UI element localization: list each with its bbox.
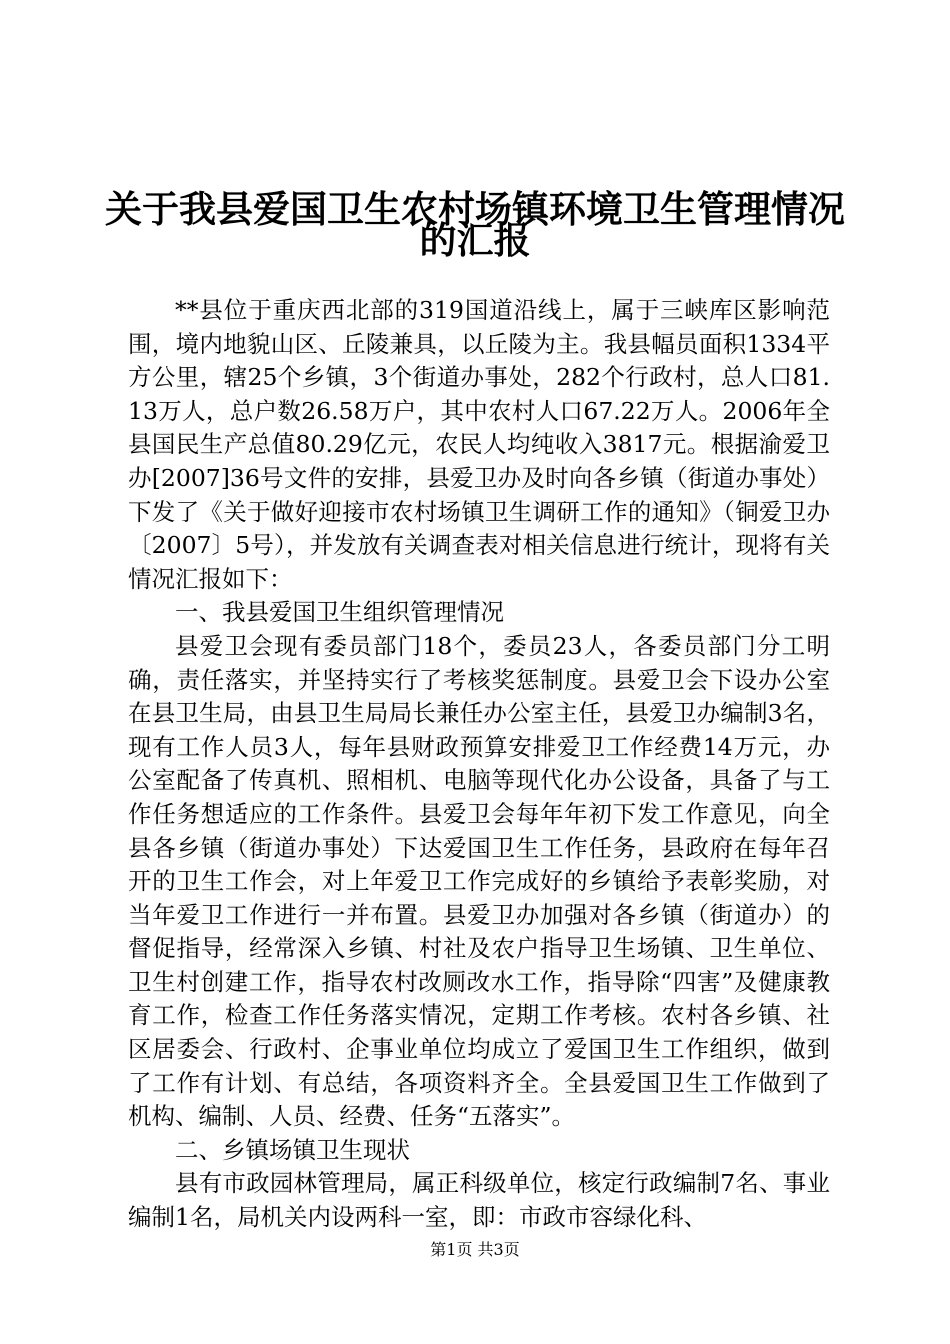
page-number-footer: 第1页 共3页 [430, 1240, 520, 1259]
document-body [128, 294, 830, 1235]
document-title-line-1: 关于我县爱国卫生农村场镇环境卫生管理情况 [105, 188, 845, 231]
paragraph-intro: **县位于重庆西北部的319国道沿线上，属于三峡库区影响范围，境内地貌山区、丘陵兼具，以丘陵为主。我县幅员面积1334平方公里，辖25个乡镇，3个街道办事处，282个行政村，总人口81.13万人，总户数26.58万户，其中农村人口67.22万人。2006年全县国民生产总值80.29亿元，农民人均纯收入3817元。根据渝爱卫办[2007]36号文件的安排，县爱卫办及时向各乡镇（街道办事处）下发了《关于做好迎接市农村场镇卫生调研工作的通知》（铜爱卫办〔2007〕5号），并发放有关调查表对相关信息进行统计，现将有关情况汇报如下： [128, 296, 830, 593]
section-heading-2: 二、乡镇场镇卫生现状 [175, 1135, 410, 1164]
document-title-line-2: 的汇报 [419, 219, 531, 262]
paragraph-town-status: 县有市政园林管理局，属正科级单位，核定行政编制7名、事业编制1名，局机关内设两科一室，即：市政市容绿化科、 [128, 1169, 830, 1232]
paragraph-organization: 县爱卫会现有委员部门18个，委员23人，各委员部门分工明确，责任落实，并坚持实行了考核奖惩制度。县爱卫会下设办公室在县卫生局，由县卫生局局长兼任办公室主任，县爱卫办编制3名，现有工作人员3人，每年县财政预算安排爱卫工作经费14万元，办公室配备了传真机、照相机、电脑等现代化办公设备，具备了与工作任务想适应的工作条件。县爱卫会每年年初下发工作意见，向全县各乡镇（街道办事处）下达爱国卫生工作任务，县政府在每年召开的卫生工作会，对上年爱卫工作完成好的乡镇给予表彰奖励，对当年爱卫工作进行一并布置。县爱卫办加强对各乡镇（街道办）的督促指导，经常深入乡镇、村社及农户指导卫生场镇、卫生单位、卫生村创建工作，指导农村改厕改水工作，指导除“四害”及健康教育工作，检查工作任务落实情况，定期工作考核。农村各乡镇、社区居委会、行政村、企事业单位均成立了爱国卫生工作组织，做到了工作有计划、有总结，各项资料齐全。全县爱国卫生工作做到了机构、编制、人员、经费、任务“五落实”。 [128, 631, 830, 1131]
section-heading-1: 一、我县爱国卫生组织管理情况 [175, 598, 504, 627]
